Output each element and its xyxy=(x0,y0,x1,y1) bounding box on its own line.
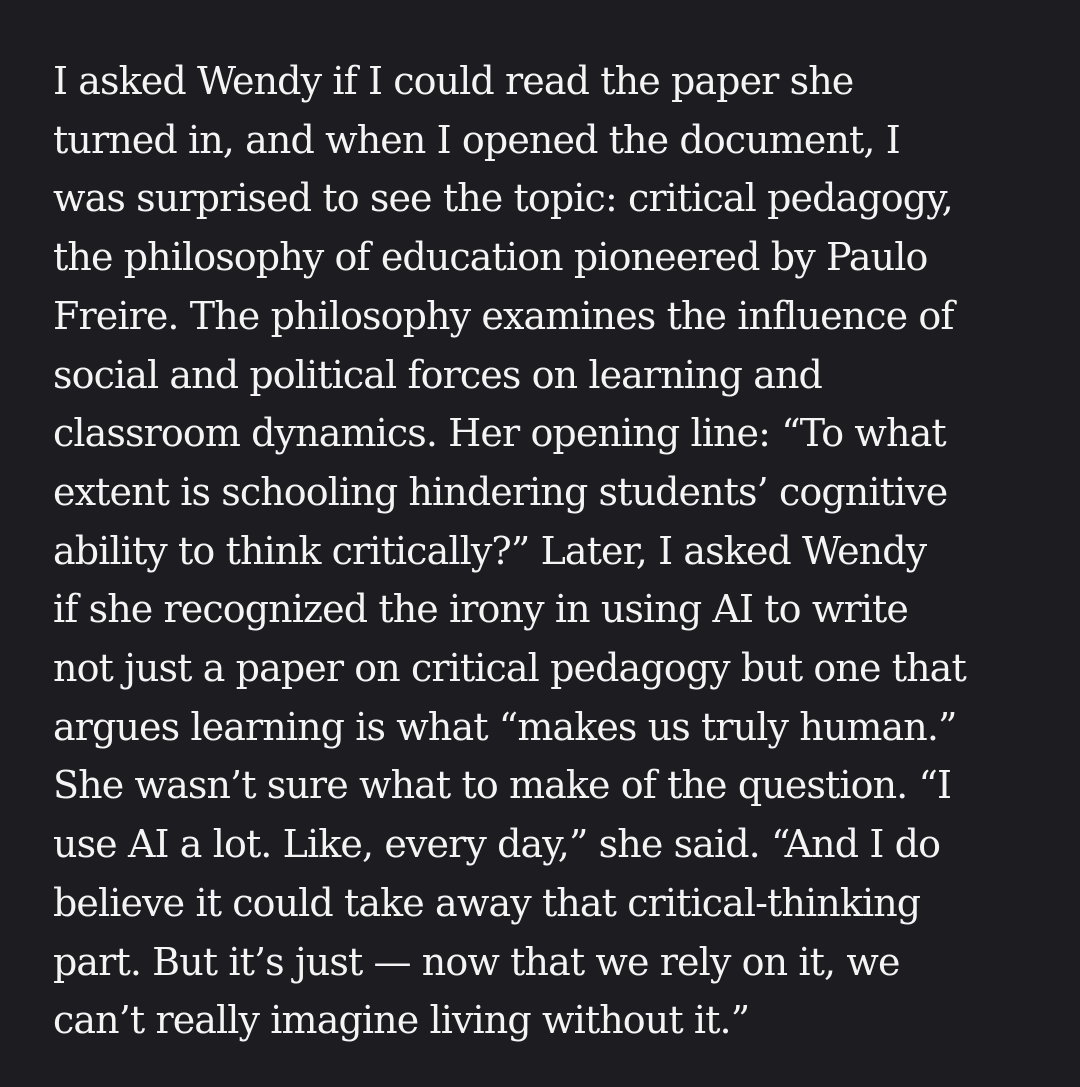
paragraph-line: turned in, and when I opened the document, I xyxy=(53,117,900,162)
paragraph-line: not just a paper on critical pedagogy but one that xyxy=(53,646,966,691)
paragraph-line: social and political forces on learning and xyxy=(53,352,822,397)
paragraph-line: was surprised to see the topic: critical pedagogy, xyxy=(53,176,953,221)
paragraph-line: argues learning is what “makes us truly human.” xyxy=(53,704,957,749)
paragraph-line: can’t really imagine living without it.” xyxy=(53,998,750,1043)
paragraph-line: classroom dynamics. Her opening line: “To what xyxy=(53,411,946,456)
paragraph-line: I asked Wendy if I could read the paper she xyxy=(53,59,854,103)
paragraph-line: ability to think critically?” Later, I asked Wendy xyxy=(53,528,927,573)
paragraph-line: She wasn’t sure what to make of the question. “I xyxy=(53,763,952,808)
paragraph-line: extent is schooling hindering students’ cognitive xyxy=(53,469,948,514)
paragraph-line: the philosophy of education pioneered by Paulo xyxy=(53,235,928,280)
paragraph-line: part. But it’s just — now that we rely on it, we xyxy=(53,939,900,984)
paragraph-line: Freire. The philosophy examines the influence of xyxy=(53,293,954,338)
paragraph-line: if she recognized the irony in using AI to write xyxy=(53,587,908,632)
article-paragraph xyxy=(53,52,1063,1050)
paragraph-line: use AI a lot. Like, every day,” she said. “And I do xyxy=(53,822,941,867)
paragraph-line: believe it could take away that critical-thinking xyxy=(53,880,921,925)
